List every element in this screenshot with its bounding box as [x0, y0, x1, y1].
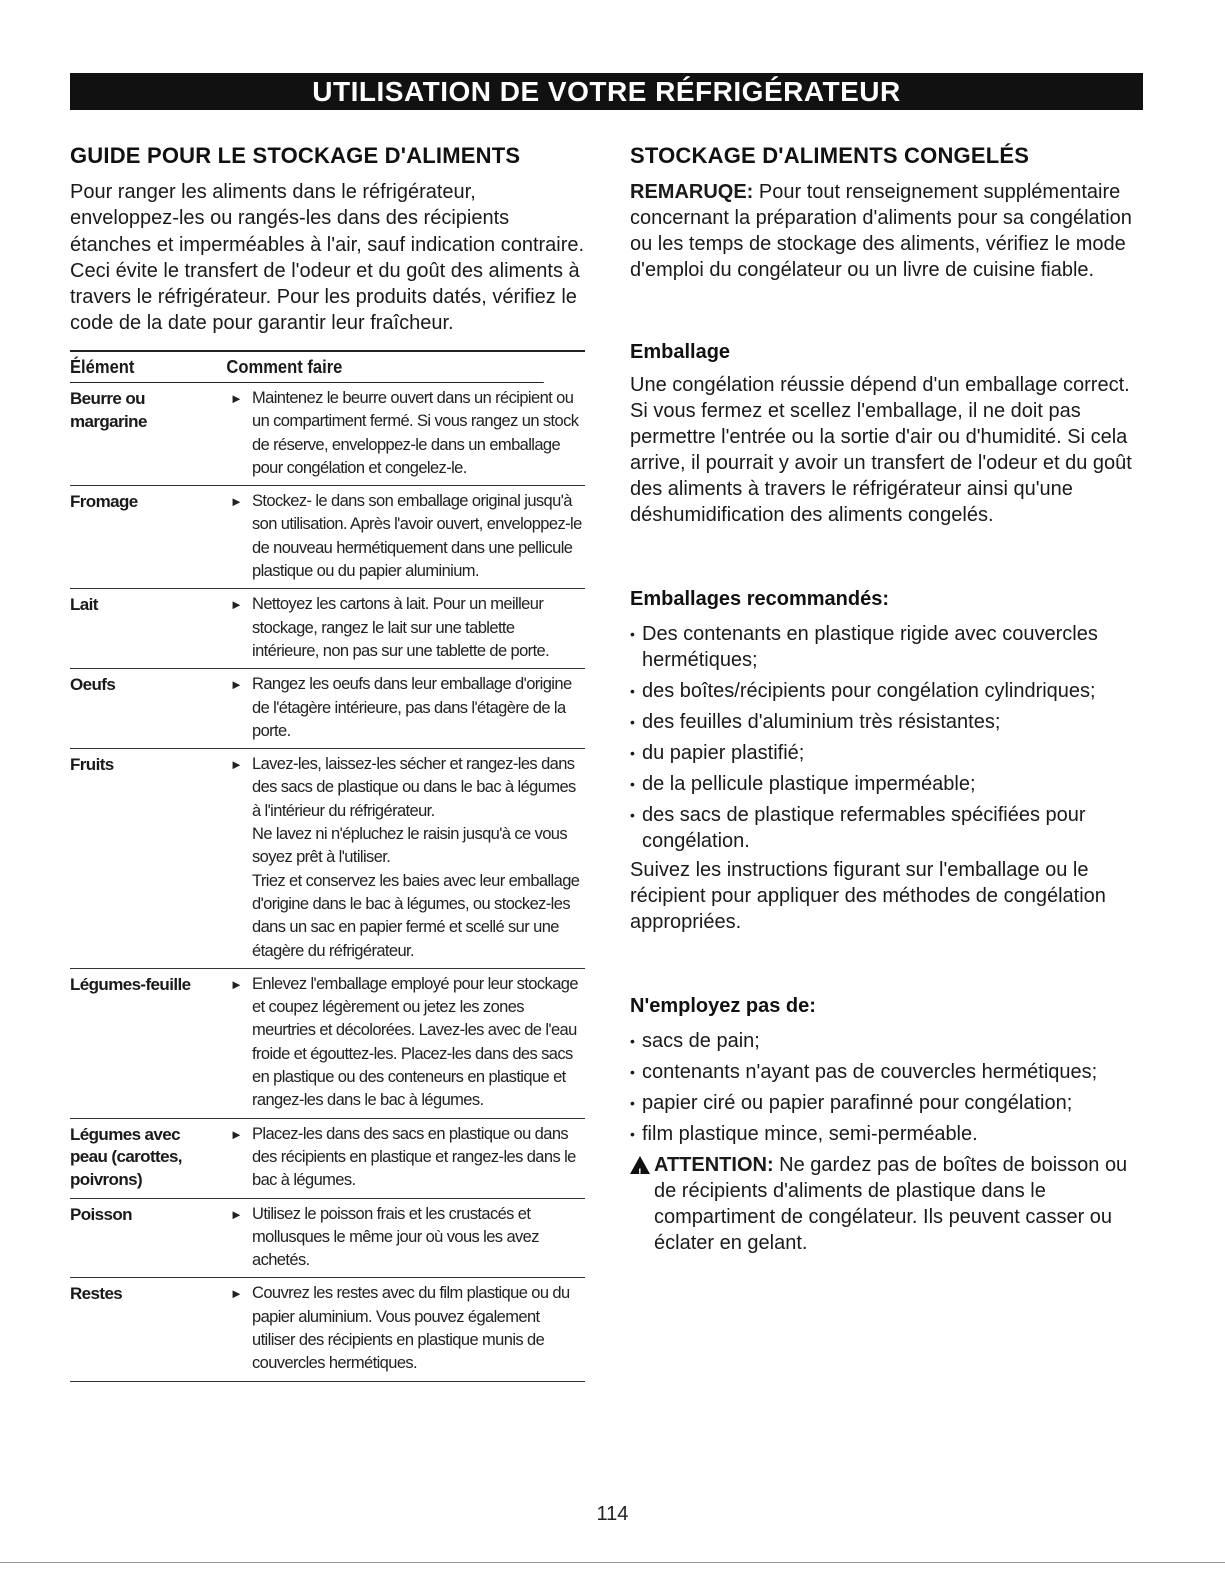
section-title-frozen-storage: STOCKAGE D'ALIMENTS CONGELÉS: [630, 143, 1030, 168]
note-label: REMARUQE:: [630, 181, 754, 203]
row-body: [230, 593, 585, 663]
row-instruction: Rangez les oeufs dans leur emballage d'origine de l'étagère intérieure, pas dans l'étagère de la porte.: [252, 675, 572, 740]
row-body: [230, 973, 585, 1113]
list-item: • sacs de pain;: [630, 1028, 1150, 1054]
triangle-bullet-icon: ►: [230, 757, 243, 773]
row-body: [230, 753, 585, 963]
row-item-name: Légumes-feuille: [70, 974, 191, 994]
row-body: [230, 387, 585, 480]
packaging-text: Une congélation réussie dépend d'un emballage correct. Si vous fermez et scellez l'emballage, il ne doit pas permettre l'entrée ou la sortie d'air ou d'humidité. Si cela arrive, il pourrait y avoir un transfert de l'odeur et du goût des aliments à travers le réfrigérateur ainsi qu'une déshumidification des aliments congelés.: [630, 374, 1132, 526]
table-row: [70, 669, 585, 749]
triangle-bullet-icon: ►: [230, 677, 243, 693]
list-item: • papier ciré ou papier parafinné pour congélation;: [630, 1090, 1150, 1116]
row-item-name: Légumes avec peau (carottes, poivrons): [70, 1124, 182, 1189]
bottom-rule: [0, 1562, 1225, 1563]
row-instruction: Enlevez l'emballage employé pour leur stockage et coupez légèrement ou jetez les zones meurtries et décolorées. Lavez-les avec de l'eau froide et égouttez-les. Placez-les dans des sacs en plastique ou des conteneurs en plastique et rangez-les dans le bac à légumes.: [252, 974, 578, 1110]
recommended-list: [630, 621, 1150, 854]
row-body: [230, 1282, 585, 1375]
right-column: [630, 143, 1150, 1256]
triangle-bullet-icon: ►: [230, 1286, 243, 1302]
table-header-item: Élément: [70, 356, 135, 377]
avoid-title: N'employez pas de:: [630, 995, 816, 1017]
page-number: 114: [596, 1503, 629, 1525]
row-item-name: Oeufs: [70, 675, 116, 695]
list-item: • de la pellicule plastique imperméable;: [630, 771, 1150, 797]
row-instruction: Nettoyez les cartons à lait. Pour un meilleur stockage, rangez le lait sur une tablette intérieure, non pas sur une tablette de porte.: [252, 595, 550, 660]
row-body: [230, 1203, 585, 1273]
warning-icon: !: [630, 1156, 650, 1174]
table-rows: [70, 383, 585, 1382]
table-row: [70, 969, 585, 1119]
table-row: [70, 486, 585, 589]
warning-text: Ne gardez pas de boîtes de boisson ou de récipients d'aliments de plastique dans le compartiment de congélateur. Ils peuvent casser ou éclater en gelant.: [654, 1154, 1128, 1254]
storage-guide-intro: Pour ranger les aliments dans le réfrigérateur, enveloppez-les ou rangés-les dans des récipients étanches et imperméables à l'air, sauf indication contraire. Ceci évite le transfert de l'odeur et du goût des aliments à travers le réfrigérateur. Pour les produits datés, vérifiez le code de la date pour garantir leur fraîcheur.: [70, 181, 585, 335]
recommended-title: Emballages recommandés:: [630, 588, 889, 610]
row-instruction: Maintenez le beurre ouvert dans un récipient ou un compartiment fermé. Si vous rangez un stock de réserve, enveloppez-le dans un emballage pour congélation et congelez-le.: [252, 389, 579, 477]
row-body: [230, 490, 585, 583]
list-item: • Des contenants en plastique rigide avec couvercles hermétiques;: [630, 621, 1150, 673]
recommended-follow-text: Suivez les instructions figurant sur l'emballage ou le récipient pour appliquer des méthodes de congélation appropriées.: [630, 859, 1106, 933]
table-row: [70, 749, 585, 969]
row-item-name: Beurre ou margarine: [70, 389, 147, 431]
list-item: • contenants n'ayant pas de couvercles hermétiques;: [630, 1059, 1150, 1085]
triangle-bullet-icon: ►: [230, 494, 243, 510]
triangle-bullet-icon: ►: [230, 391, 243, 406]
table-header: [70, 352, 544, 383]
warning-label: ATTENTION:: [654, 1154, 774, 1176]
section-title-storage-guide: GUIDE POUR LE STOCKAGE D'ALIMENTS: [70, 143, 521, 168]
row-item-name: Restes: [70, 1284, 123, 1304]
warning-block: [630, 1152, 1150, 1256]
table-row: [70, 383, 585, 486]
row-body: [230, 1123, 585, 1193]
left-column: [70, 143, 585, 337]
table-row: [70, 589, 585, 669]
table-row: [70, 1278, 585, 1381]
list-item: • des sacs de plastique refermables spécifiées pour congélation.: [630, 802, 1150, 854]
row-instruction: Utilisez le poisson frais et les crustacés et mollusques le même jour où vous les avez achetés.: [252, 1204, 539, 1270]
row-instruction: Lavez-les, laissez-les sécher et rangez-les dans des sacs de plastique ou dans le bac à légumes à l'intérieur du réfrigérateur. Ne lavez ni n'épluchez le raisin jusqu'à ce vous soyez prêt à l'utiliser. Triez et conservez les baies avec leur emballage d'origine dans le bac à légumes, ou stockez-les dans un sac en papier fermé et scellé sur une étagère du réfrigérateur.: [252, 755, 580, 960]
page-header-title: UTILISATION DE VOTRE RÉFRIGÉRATEUR: [312, 75, 901, 107]
avoid-list: [630, 1028, 1150, 1147]
row-instruction: Couvrez les restes avec du film plastique ou du papier aluminium. Vous pouvez également utiliser des récipients en plastique munis de couvercles hermétiques.: [252, 1284, 570, 1373]
row-instruction: Stockez- le dans son emballage original jusqu'à son utilisation. Après l'avoir ouvert, enveloppez-le de nouveau hermétiquement dans une pellicule plastique ou du papier aluminium.: [252, 492, 582, 581]
list-item: • des boîtes/récipients pour congélation cylindriques;: [630, 678, 1150, 704]
table-header-howto: Comment faire: [226, 356, 343, 377]
triangle-bullet-icon: ►: [230, 597, 243, 613]
triangle-bullet-icon: ►: [230, 1126, 243, 1142]
row-item-name: Fromage: [70, 492, 138, 512]
row-item-name: Lait: [70, 595, 98, 615]
row-item-name: Fruits: [70, 755, 114, 775]
row-body: [230, 673, 585, 743]
row-instruction: Placez-les dans des sacs en plastique ou dans des récipients en plastique et rangez-les dans le bac à légumes.: [252, 1124, 576, 1190]
triangle-bullet-icon: ►: [230, 1206, 243, 1222]
list-item: • film plastique mince, semi-perméable.: [630, 1121, 1150, 1147]
list-item: • des feuilles d'aluminium très résistantes;: [630, 709, 1150, 735]
list-item: • du papier plastifié;: [630, 740, 1150, 766]
note-text: Pour tout renseignement supplémentaire concernant la préparation d'aliments pour sa congélation ou les temps de stockage des aliments, vérifiez le mode d'emploi du congélateur ou un livre de cuisine fiable.: [630, 181, 1132, 281]
storage-table: [70, 350, 585, 1382]
row-item-name: Poisson: [70, 1204, 132, 1224]
triangle-bullet-icon: ►: [230, 976, 243, 992]
page-header: [70, 73, 1143, 110]
frozen-note: [630, 179, 1150, 283]
packaging-title: Emballage: [630, 341, 731, 363]
table-row: [70, 1119, 585, 1199]
table-row: [70, 1199, 585, 1279]
